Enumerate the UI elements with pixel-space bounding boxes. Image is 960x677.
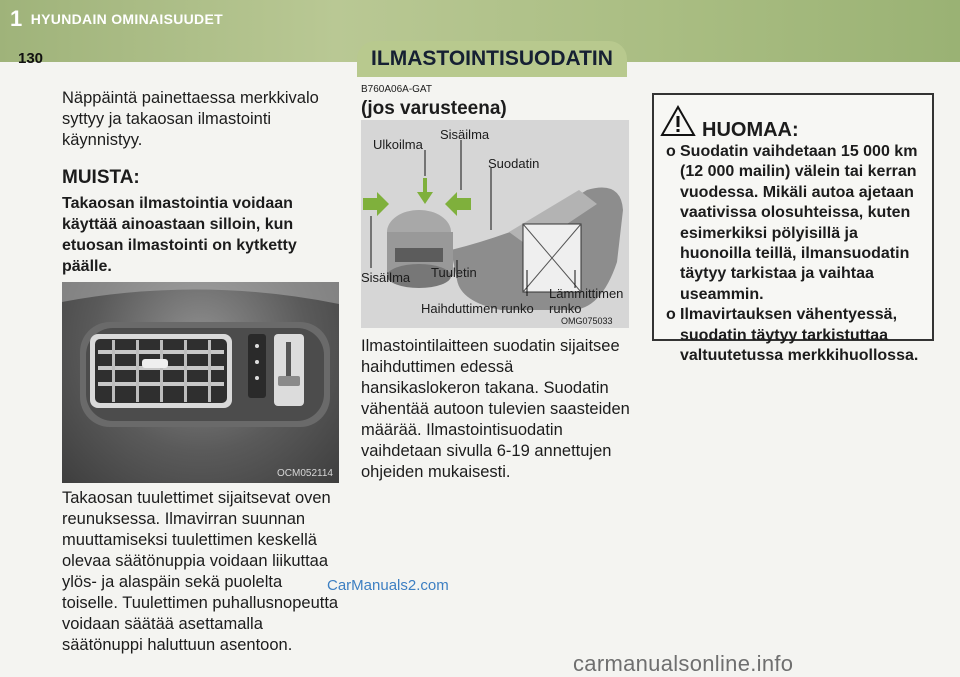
- warning-triangle-icon: [660, 105, 696, 137]
- filter-subheading: (jos varusteena): [361, 98, 507, 119]
- label-sisailma-left: Sisäilma: [361, 270, 411, 285]
- warning-item: [666, 142, 928, 305]
- label-suodatin: Suodatin: [488, 156, 540, 171]
- chapter-title: HYUNDAIN OMINAISUUDET: [30, 11, 223, 27]
- section-title-tab: [357, 41, 627, 77]
- warning-item-text: Suodatin vaihdetaan 15 000 km (12 000 mailin) välein tai kerran vuodessa. Mikäli autoa ajetaan vaativissa olosuhteissa, kuten esimerkiksi pölyisillä ja huonoilla teillä, ilmansuodatin täytyy tarkistaa ja vaihtaa useammin.: [680, 143, 918, 303]
- carmanuals-watermark: CarManuals2.com: [327, 577, 449, 594]
- muista-text: Takaosan ilmastointia voidaan käyttää ainoastaan silloin, kun etuosan ilmastointi on kytketty päälle.: [62, 195, 297, 275]
- left-column-bottom: [62, 488, 340, 656]
- page-number: 130: [18, 50, 44, 67]
- middle-column-bottom: [361, 336, 631, 483]
- label-haihduttimen-runko: Haihduttimen runko: [421, 301, 534, 316]
- warning-title: HUOMAA:: [702, 119, 799, 141]
- rear-vent-body: Takaosan tuulettimet sijaitsevat oven reunuksessa. Ilmavirran suunnan muuttamiseksi tuulettimen keskellä olevaa säätönuppia voidaan liikuttaa ylös- ja alaspäin sekä puolelta toiselle. Tuulettimen puhallusnopeutta voidaan säätää asettamalla säätönuppi haluttuun asentoon.: [62, 489, 339, 654]
- warning-item-text: Ilmavirtauksen vähentyessä, suodatin täytyy tarkistuttaa valtuutetussa merkkihuollossa.: [680, 306, 919, 365]
- section-title: ILMASTOINTISUODATIN: [371, 47, 613, 70]
- chapter-number: 1: [10, 6, 23, 31]
- label-sisailma-top: Sisäilma: [440, 127, 490, 142]
- chapter-label: [10, 6, 223, 32]
- label-lammittimen-runko: Lämmittimen runko: [549, 286, 624, 316]
- warning-box: [652, 93, 934, 365]
- air-filter-diagram: [361, 120, 629, 328]
- label-tuuletin: Tuuletin: [431, 265, 477, 280]
- bullet-marker: o: [666, 143, 676, 160]
- rear-vent-photo: [62, 282, 339, 483]
- intro-paragraph: Näppäintä painettaessa merkkivalo syttyy ja takaosan ilmastointi käynnistyy.: [62, 89, 319, 149]
- photo-code: OCM052114: [277, 468, 333, 479]
- rear-vent-illustration: [62, 282, 339, 483]
- muista-heading: MUISTA:: [62, 167, 140, 188]
- filter-body: Ilmastointilaitteen suodatin sijaitsee haihduttimen edessä hansikaslokeron takana. Suodatin vähentää autoon tulevien saasteiden määrää. Ilmastointisuodatin vaihdetaan sivulla 6-19 annettujen ohjeiden mukaisesti.: [361, 337, 630, 481]
- label-ulkoilma: Ulkoilma: [373, 137, 423, 152]
- warning-item: [666, 305, 928, 366]
- bullet-marker: o: [666, 306, 676, 324]
- site-watermark: carmanualsonline.info: [573, 651, 794, 676]
- diagram-code: OMG075033: [561, 316, 613, 326]
- warning-list: [666, 142, 928, 366]
- filter-section-code: B760A06A-GAT: [361, 84, 432, 95]
